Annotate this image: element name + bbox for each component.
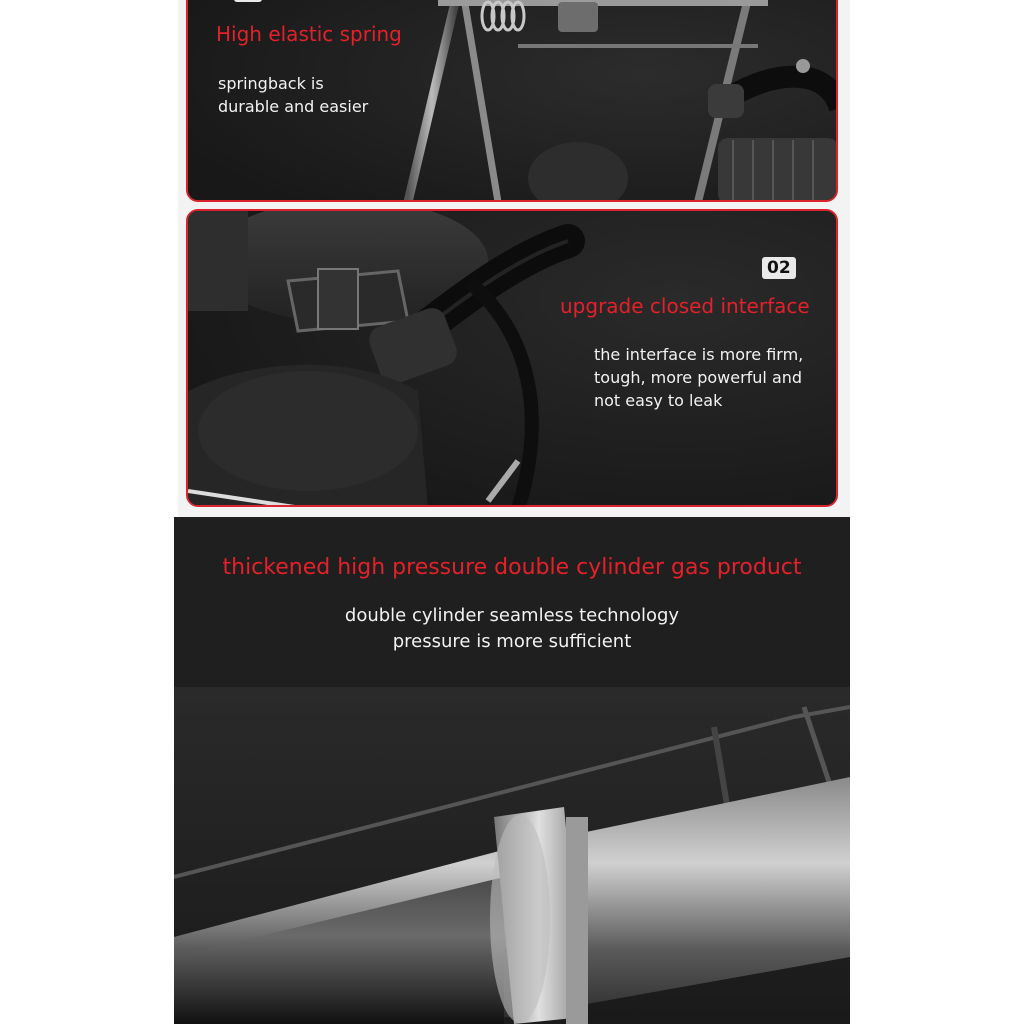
feature-card-spring — [186, 0, 838, 202]
description-line: double cylinder seamless technology — [344, 605, 680, 626]
description-line: tough, more powerful and — [594, 368, 803, 387]
cylinder-product-photo — [174, 517, 850, 1024]
step-badge: 02 — [762, 257, 796, 279]
highlight-title: thickened high pressure double cylinder gas product — [222, 555, 802, 580]
feature-description — [594, 343, 803, 412]
feature-title: High elastic spring — [216, 22, 402, 46]
feature-title: upgrade closed interface — [560, 294, 810, 318]
feature-card-interface — [186, 209, 838, 507]
highlight-panel — [174, 517, 850, 1024]
highlight-description — [174, 603, 850, 655]
description-line: the interface is more firm, — [594, 345, 804, 364]
description-line: not easy to leak — [594, 391, 723, 410]
feature-description — [218, 72, 368, 118]
step-badge — [234, 0, 262, 2]
description-line: pressure is more sufficient — [392, 631, 632, 652]
description-line: durable and easier — [218, 97, 369, 116]
description-line: springback is — [218, 74, 324, 93]
